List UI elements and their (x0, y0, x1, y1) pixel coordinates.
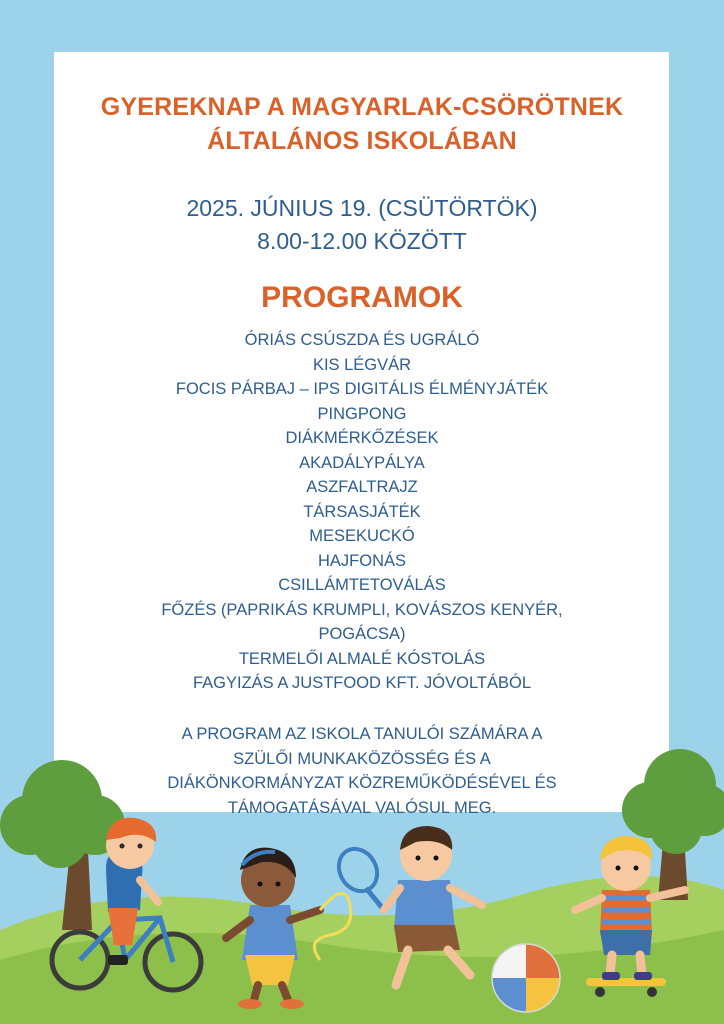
program-item: DIÁKMÉRKŐZÉSEK (285, 429, 439, 447)
program-item: HAJFONÁS (317, 551, 406, 570)
event-date (0, 192, 724, 258)
program-item: ASZFALTRAJZ (306, 478, 418, 496)
note-line: A PROGRAM AZ ISKOLA TANULÓI SZÁMÁRA A (181, 725, 543, 743)
boy-on-bicycle (52, 818, 201, 990)
beach-ball (492, 944, 560, 1012)
program-item: TERMELŐI ALMALÉ KÓSTOLÁS (238, 649, 486, 668)
note-line: DIÁKÖNKORMÁNYZAT KÖZREMŰKÖDÉSÉVEL ÉS (167, 774, 557, 792)
program-item: POGÁCSA) (318, 625, 406, 643)
title-line-2: ÁLTALÁNOS ISKOLÁBAN (207, 127, 517, 155)
program-item: CSILLÁMTETOVÁLÁS (278, 576, 446, 594)
time-line: 8.00-12.00 KÖZÖTT (257, 228, 467, 254)
program-item: FOCIS PÁRBAJ – IPS DIGITÁLIS ÉLMÉNYJÁTÉK (175, 380, 549, 398)
program-item: ÓRIÁS CSÚSZDA ÉS UGRÁLÓ (244, 331, 480, 349)
programs-heading: PROGRAMOK (261, 281, 463, 314)
note-line: TÁMOGATÁSÁVAL VALÓSUL MEG. (227, 798, 497, 817)
note-line: SZÜLŐI MUNKAKÖZÖSSÉG ÉS A (233, 749, 491, 768)
program-item: PINGPONG (317, 404, 407, 423)
girl-with-ribbon (226, 848, 351, 1009)
title-line-1: GYEREKNAP A MAGYARLAK-CSÖRÖTNEK (100, 93, 624, 121)
program-list (0, 328, 724, 696)
program-item: FŐZÉS (PAPRIKÁS KRUMPLI, KOVÁSZOS KENYÉR, (161, 600, 563, 619)
program-item: TÁRSASJÁTÉK (303, 502, 421, 521)
boy-on-skateboard (575, 836, 685, 997)
program-item: KIS LÉGVÁR (312, 355, 412, 374)
boy-with-racket (331, 826, 482, 985)
poster-title (0, 90, 724, 158)
program-item: MESEKUCKÓ (309, 527, 415, 545)
program-item: AKADÁLYPÁLYA (299, 453, 425, 472)
date-line: 2025. JÚNIUS 19. (CSÜTÖRTÖK) (186, 195, 538, 221)
program-item: FAGYIZÁS A JUSTFOOD KFT. JÓVOLTÁBÓL (192, 674, 532, 692)
grass-hills (0, 876, 724, 1024)
organizer-note (0, 722, 724, 820)
